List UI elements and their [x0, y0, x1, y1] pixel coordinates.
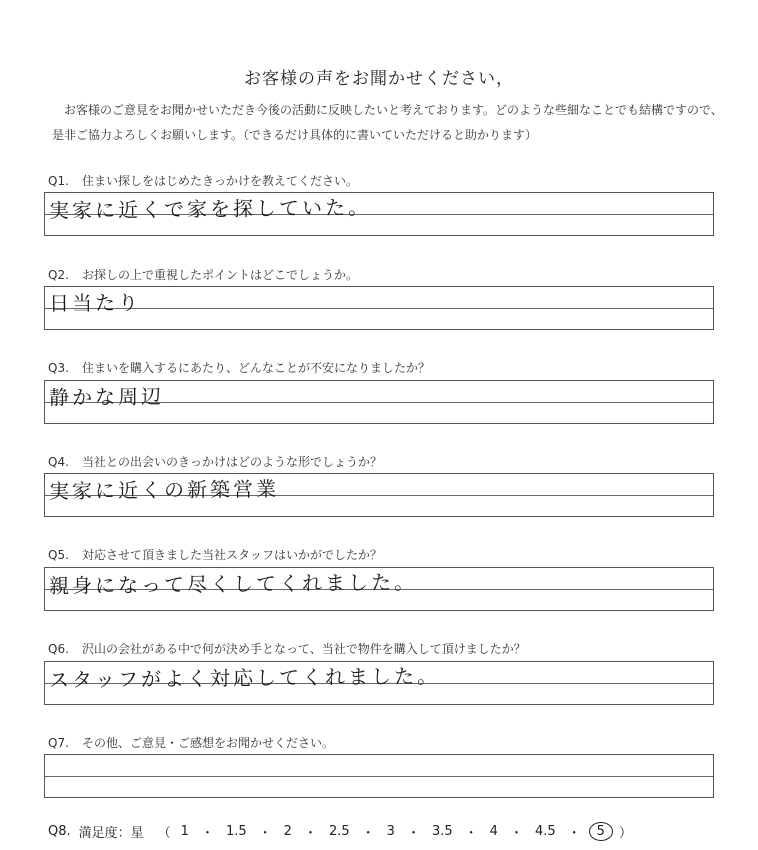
question-number: Q4. — [48, 455, 69, 469]
answer-box-2 — [44, 286, 714, 330]
answer-box-5 — [44, 567, 714, 611]
answer-box-6 — [44, 661, 714, 705]
answer-box-7 — [44, 754, 714, 798]
question-text: お探しの上で重視したポイントはどこでしょうか。 — [82, 268, 359, 282]
question-number: Q2. — [48, 268, 69, 282]
question-text: 対応させて頂きました当社スタッフはいかがでしたか？ — [82, 548, 383, 562]
handwritten-answer: 静かな周辺 — [48, 384, 165, 410]
question-5 — [48, 546, 382, 563]
question-2 — [48, 266, 358, 283]
handwritten-answer: スタッフがよく対応してくれました。 — [48, 663, 441, 693]
open-paren: （ — [157, 826, 171, 841]
question-text: 当社との出会いのきっかけはどのような形でしょうか？ — [82, 455, 383, 469]
rating-option-3[interactable]: 3 — [386, 824, 395, 839]
close-paren: ） — [618, 826, 632, 841]
handwritten-answer: 実家に近くで家を探していた。 — [48, 195, 372, 223]
rating-option-1[interactable]: 1 — [180, 824, 189, 839]
rating-option-2-5[interactable]: 2.5 — [328, 824, 350, 839]
question-number: Q8. — [48, 824, 71, 839]
rating-option-1-5[interactable]: 1.5 — [225, 824, 247, 839]
rating-label: 満足度：星 — [78, 826, 144, 841]
survey-title: お客様の声をお聞かせください， — [244, 69, 514, 89]
rating-option-4-5[interactable]: 4.5 — [534, 824, 556, 839]
question-6 — [48, 640, 526, 657]
question-number: Q7. — [48, 736, 69, 750]
answer-box-1 — [44, 192, 714, 236]
handwritten-answer: 実家に近くの新築営業 — [48, 476, 280, 504]
question-text: 沢山の会社がある中で何が決め手となって、当社で物件を購入して頂けましたか？ — [82, 642, 526, 656]
question-text: 住まいを購入するにあたり、どんなことが不安になりましたか？ — [82, 361, 431, 375]
handwritten-answer: 日当たり — [48, 290, 142, 316]
handwritten-answer: 親身になって尽くしてくれました。 — [48, 570, 418, 598]
question-4 — [48, 453, 382, 470]
answer-box-3 — [44, 380, 714, 424]
question-number: Q5. — [48, 548, 69, 562]
question-number: Q3. — [48, 361, 69, 375]
rating-option-4[interactable]: 4 — [489, 824, 498, 839]
question-number: Q1. — [48, 174, 69, 188]
answer-box-4 — [44, 473, 714, 517]
satisfaction-rating: Q8. 満足度：星 （ 1 ・ 1.5 ・ 2 ・ 2.5 ・ 3 ・ 3.5 ・ 4 ・ 4.5 ・ 5 ） — [48, 824, 632, 841]
question-number: Q6. — [48, 642, 69, 656]
question-1 — [48, 172, 358, 189]
survey-intro: お客様のご意見をお聞かせいただき今後の活動に反映したいと考えております。どのような些細なことでも結構ですので、是非ご協力よろしくお願いします。（できるだけ具体的に書いていただけると助かります） — [52, 103, 723, 142]
question-text: 住まい探しをはじめたきっかけを教えてください。 — [82, 174, 359, 188]
question-7 — [48, 734, 334, 751]
rating-option-2[interactable]: 2 — [283, 824, 292, 839]
rating-option-5-selected[interactable]: 5 — [589, 822, 613, 841]
question-3 — [48, 359, 430, 376]
rating-option-3-5[interactable]: 3.5 — [431, 824, 453, 839]
question-text: その他、ご意見・ご感想をお聞かせください。 — [82, 736, 335, 750]
